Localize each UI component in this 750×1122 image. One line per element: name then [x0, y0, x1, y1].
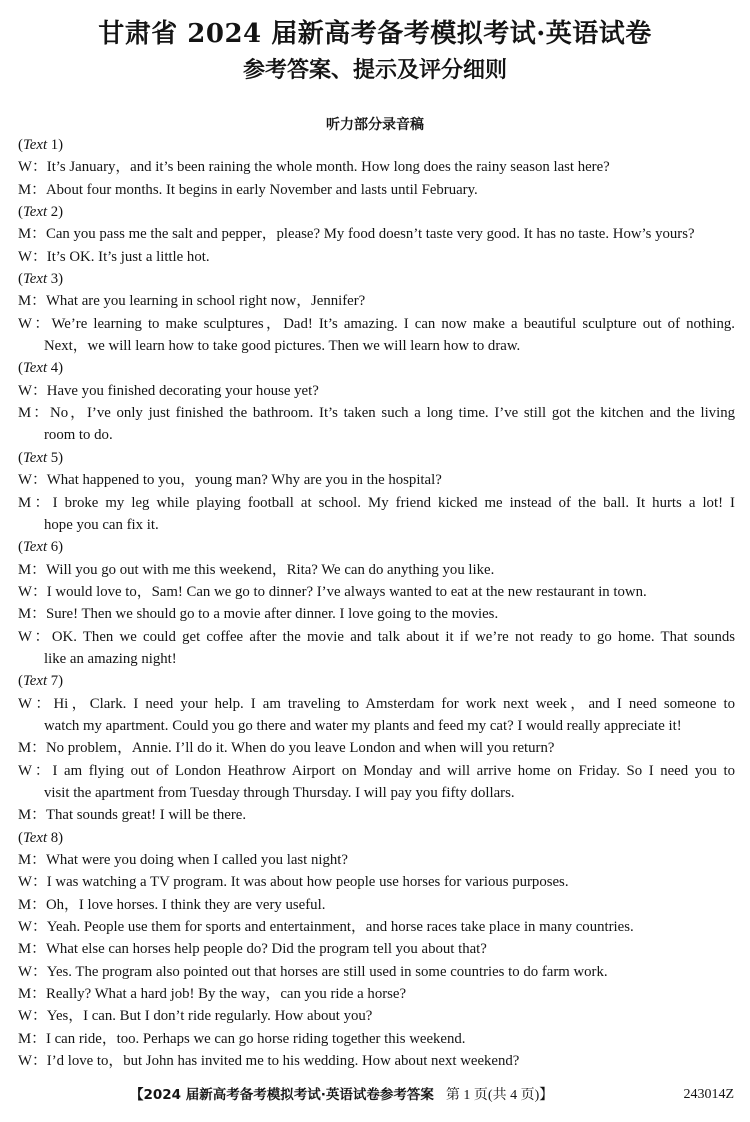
dialogue-line [18, 402, 735, 424]
dialogue-turn [18, 559, 735, 581]
dialogue-text: Will you go out with me this weekend，Rita? We can do anything you like. [45, 561, 495, 578]
transcript-section [18, 357, 735, 446]
speaker-label: W： [18, 159, 47, 176]
dialogue-turn [18, 492, 735, 537]
dialogue-line [18, 603, 735, 625]
dialogue-line [18, 469, 735, 491]
speaker-label: W： [18, 628, 52, 645]
dialogue-line [18, 715, 735, 737]
speaker-label: M： [18, 807, 46, 824]
speaker-label: W： [18, 382, 47, 399]
section-label: (Text 4) [18, 360, 64, 377]
dialogue-line [18, 782, 735, 804]
section-label-word: Text [22, 539, 48, 556]
dialogue-line [18, 804, 735, 826]
dialogue-turn [18, 916, 735, 938]
dialogue-text: I would love to，Sam! Can we go to dinner? I’ve always wanted to eat at the new restaurant in town. [46, 583, 647, 600]
dialogue-text: hope you can fix it. [44, 516, 159, 533]
dialogue-text: Yeah. People use them for sports and entertainment，and horse races take place in many countries. [46, 919, 634, 936]
speaker-label: M： [18, 986, 46, 1003]
speaker-label: W： [18, 695, 54, 712]
dialogue-text: Next，we will learn how to take good pictures. Then we will learn how to draw. [44, 338, 521, 355]
dialogue-turn [18, 1028, 735, 1050]
dialogue-turn [18, 223, 735, 245]
dialogue-text: About four months. It begins in early November and lasts until February. [45, 181, 478, 198]
speaker-label: W： [18, 963, 47, 980]
page-footer [0, 1084, 750, 1106]
speaker-label: W： [18, 762, 53, 779]
speaker-label: W： [18, 315, 52, 332]
dialogue-turn [18, 1005, 735, 1027]
dialogue-line [18, 290, 735, 312]
speaker-label: M： [18, 896, 46, 913]
dialogue-line [18, 424, 735, 446]
speaker-label: M： [18, 226, 46, 243]
dialogue-line [18, 179, 735, 201]
dialogue-turn [18, 290, 735, 312]
dialogue-line [18, 1028, 735, 1050]
dialogue-turn [18, 179, 735, 201]
dialogue-text: Oh，I love horses. I think they are very useful. [45, 896, 326, 913]
footer-citation [130, 1084, 553, 1107]
section-label-word: Text [22, 449, 48, 466]
section-label-word: Text [22, 137, 48, 153]
dialogue-text: I am flying out of London Heathrow Airport on Monday and will arrive home on Friday. So I need you to [52, 762, 736, 779]
transcript-section [18, 268, 735, 357]
dialogue-turn [18, 961, 735, 983]
dialogue-turn [18, 402, 735, 447]
transcript-section [18, 134, 735, 201]
dialogue-line [18, 693, 735, 715]
speaker-label: W： [18, 1008, 47, 1025]
dialogue-text: I can ride，too. Perhaps we can go horse riding together this weekend. [45, 1030, 466, 1047]
speaker-label: W： [18, 248, 47, 265]
dialogue-text: like an amazing night! [44, 650, 177, 667]
dialogue-turn [18, 1050, 735, 1072]
dialogue-turn [18, 313, 735, 358]
dialogue-turn [18, 804, 735, 826]
dialogue-text: Have you finished decorating your house yet? [46, 382, 319, 399]
dialogue-line [18, 871, 735, 893]
section-label-word: Text [22, 673, 48, 690]
dialogue-turn [18, 737, 735, 759]
transcript-section [18, 827, 735, 1073]
dialogue-line [18, 938, 735, 960]
dialogue-line [18, 313, 735, 335]
dialogue-turn [18, 156, 735, 178]
dialogue-line [18, 648, 735, 670]
section-label: (Text 7) [18, 673, 64, 690]
section-label: (Text 3) [18, 271, 64, 288]
dialogue-turn [18, 693, 735, 738]
dialogue-line [18, 514, 735, 536]
section-label-word: Text [22, 204, 48, 221]
dialogue-turn [18, 469, 735, 491]
page-title: 甘肃省 2024 届新高考备考模拟考试·英语试卷 [98, 19, 652, 49]
section-label: (Text 2) [18, 204, 64, 221]
dialogue-line [18, 246, 735, 268]
dialogue-text: No，I’ve only just finished the bathroom. It’s taken such a long time. I’ve still got the kitchen and the living [50, 405, 735, 422]
section-heading: 听力部分录音稿 [326, 117, 424, 133]
speaker-label: M： [18, 561, 46, 578]
dialogue-line [18, 223, 735, 245]
section-label: (Text 5) [18, 449, 64, 466]
transcript-section [18, 670, 735, 826]
speaker-label: W： [18, 919, 47, 936]
dialogue-text: Yes，I can. But I don’t ride regularly. How about you? [46, 1008, 373, 1025]
dialogue-text: Can you pass me the salt and pepper，please? My food doesn’t taste very good. It has no taste. How’s yours? [45, 226, 695, 243]
dialogue-line [18, 626, 735, 648]
transcript-section [18, 201, 735, 268]
speaker-label: M： [18, 941, 46, 958]
dialogue-text: room to do. [44, 427, 113, 444]
dialogue-text: OK. Then we could get coffee after the movie and talk about it if we’re not ready to go home. That sounds [51, 628, 736, 645]
dialogue-text: I was watching a TV program. It was about how people use horses for various purposes. [46, 874, 569, 891]
dialogue-text: Hi，Clark. I need your help. I am traveling to Amsterdam for work next week，and I need someone to [53, 695, 735, 712]
dialogue-turn [18, 938, 735, 960]
dialogue-text: We’re learning to make sculptures，Dad! It’s amazing. I can now make a beautiful sculpture out of nothing. [51, 315, 736, 332]
section-label-word: Text [22, 360, 48, 377]
speaker-label: M： [18, 740, 46, 757]
speaker-label: W： [18, 874, 47, 891]
speaker-label: M： [18, 852, 46, 868]
dialogue-text: Really? What a hard job! By the way，can you ride a horse? [45, 986, 407, 1003]
dialogue-line [18, 737, 735, 759]
speaker-label: M： [18, 293, 46, 310]
dialogue-text: visit the apartment from Tuesday through Thursday. I will pay you fifty dollars. [44, 784, 515, 801]
speaker-label: M： [18, 405, 51, 422]
dialogue-line [18, 1005, 735, 1027]
dialogue-turn [18, 581, 735, 603]
page-subtitle: 参考答案、提示及评分细则 [242, 57, 507, 83]
speaker-label: M： [18, 494, 53, 511]
dialogue-line [18, 983, 735, 1005]
dialogue-text: No problem，Annie. I’ll do it. When do you leave London and when will you return? [45, 740, 555, 757]
dialogue-text: Yes. The program also pointed out that horses are still used in some countries to do farm work. [46, 963, 608, 980]
dialogue-turn [18, 894, 735, 916]
dialogue-line [18, 380, 735, 402]
dialogue-line [18, 335, 735, 357]
dialogue-turn [18, 603, 735, 625]
section-label: (Text 1) [18, 137, 64, 153]
speaker-label: M： [18, 181, 46, 198]
dialogue-line [18, 1050, 735, 1072]
section-label: (Text 8) [18, 829, 64, 846]
dialogue-turn [18, 626, 735, 671]
footer-code: 243014Z [683, 1087, 734, 1102]
dialogue-text: watch my apartment. Could you go there and water my plants and feed my cat? I would really appreciate it! [44, 717, 682, 734]
transcript-section [18, 447, 735, 536]
dialogue-text: What were you doing when I called you last night? [45, 852, 348, 868]
dialogue-line [18, 492, 735, 514]
dialogue-line [18, 916, 735, 938]
transcript-section [18, 536, 735, 670]
section-label: (Text 6) [18, 539, 64, 556]
dialogue-text: What else can horses help people do? Did the program tell you about that? [45, 941, 487, 958]
dialogue-line [18, 559, 735, 581]
dialogue-line [18, 760, 735, 782]
footer-exam-name: 【2024 届新高考备考模拟考试·英语试卷参考答案 [130, 1087, 434, 1103]
footer-page-number: 第 1 页(共 4 页)】 [445, 1088, 554, 1103]
dialogue-line [18, 961, 735, 983]
section-label-word: Text [22, 271, 48, 288]
speaker-label: W： [18, 583, 47, 600]
dialogue-turn [18, 760, 735, 805]
dialogue-turn [18, 871, 735, 893]
listening-transcript [18, 134, 735, 1072]
dialogue-line [18, 894, 735, 916]
dialogue-text: I’d love to，but John has invited me to his wedding. How about next weekend? [46, 1053, 520, 1070]
dialogue-turn [18, 246, 735, 268]
speaker-label: M： [18, 1030, 46, 1047]
section-label-word: Text [22, 829, 48, 846]
dialogue-text: It’s OK. It’s just a little hot. [46, 248, 210, 265]
dialogue-text: It’s January，and it’s been raining the whole month. How long does the rainy season last here? [46, 159, 610, 176]
dialogue-line [18, 849, 735, 871]
dialogue-text: What happened to you，young man? Why are you in the hospital? [46, 472, 442, 489]
dialogue-text: Sure! Then we should go to a movie after dinner. I love going to the movies. [45, 606, 499, 623]
dialogue-line [18, 156, 735, 178]
dialogue-turn [18, 380, 735, 402]
dialogue-text: I broke my leg while playing football at school. My friend kicked me instead of the ball. It hurts a lot! I [52, 494, 735, 511]
dialogue-line [18, 581, 735, 603]
dialogue-text: What are you learning in school right now，Jennifer? [45, 293, 366, 310]
dialogue-turn [18, 983, 735, 1005]
dialogue-text: That sounds great! I will be there. [45, 807, 247, 824]
dialogue-turn [18, 849, 735, 871]
speaker-label: W： [18, 472, 47, 489]
speaker-label: M： [18, 606, 46, 623]
speaker-label: W： [18, 1053, 47, 1070]
